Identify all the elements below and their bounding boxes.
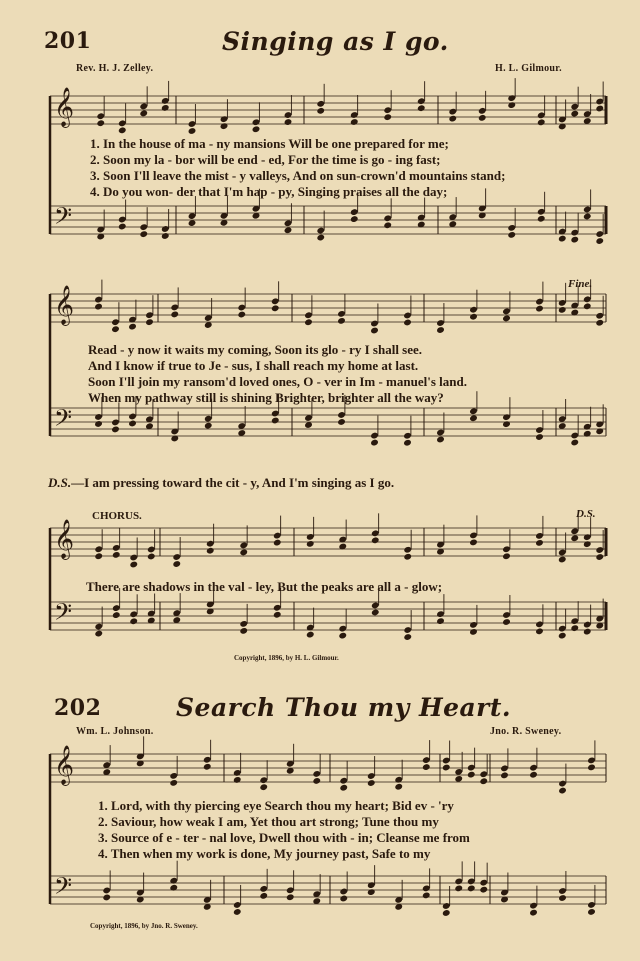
note-head (403, 319, 412, 327)
note-head (233, 776, 242, 784)
note-head (479, 886, 488, 894)
note-head (558, 556, 567, 564)
note-head (583, 430, 592, 438)
verse-line: Read - y now it waits my coming, Soon its glo - ry I shall see. (88, 342, 423, 357)
ds-label: D.S. (48, 475, 72, 490)
composer-credit: H. L. Gilmour. (495, 63, 562, 74)
note-head (112, 551, 121, 559)
note-head (338, 632, 347, 640)
note-head (139, 230, 148, 238)
note-head (233, 908, 242, 916)
note-head (469, 414, 478, 422)
note-head (129, 617, 138, 625)
note-head (417, 104, 426, 112)
note-head (500, 771, 509, 779)
note-head (286, 893, 295, 901)
verse-line: 3. Source of e - ter - nal love, Dwell thou with - in; Cleanse me from (98, 830, 470, 845)
note-head (94, 552, 103, 560)
note-head (570, 534, 579, 542)
verse-line: 1. In the house of ma - ny mansions Will be one prepared for me; (90, 136, 449, 151)
verse-block-2 (88, 342, 467, 406)
note-head (502, 552, 511, 560)
note-head (454, 885, 463, 893)
chorus-lyric-block (86, 579, 442, 595)
note-head (436, 326, 445, 334)
note-head (203, 763, 212, 771)
note-head (284, 226, 293, 234)
note-head (583, 540, 592, 548)
note-head (118, 223, 127, 231)
note-head (570, 624, 579, 632)
note-head (535, 433, 544, 441)
note-head (570, 110, 579, 118)
treble-clef-icon: 𝄞 (54, 519, 75, 559)
hymn-number: 201 (44, 28, 92, 54)
note-head (558, 306, 567, 314)
note-head (370, 439, 379, 447)
note-head (112, 611, 121, 619)
note-head (337, 418, 346, 426)
note-head (403, 553, 412, 561)
note-head (172, 560, 181, 568)
note-head (371, 536, 380, 544)
note-head (339, 784, 348, 792)
note-head (170, 311, 179, 319)
note-head (259, 892, 268, 900)
note-head (337, 317, 346, 325)
note-head (239, 627, 248, 635)
note-head (595, 105, 604, 113)
note-head (558, 632, 567, 640)
note-head (370, 327, 379, 335)
note-head (454, 775, 463, 783)
hymn-number: 202 (54, 695, 102, 721)
note-head (271, 417, 280, 425)
note-head (502, 420, 511, 428)
verse-block-1 (90, 136, 505, 200)
note-head (537, 118, 546, 126)
note-head (316, 234, 325, 242)
note-head (587, 764, 596, 772)
note-head (304, 318, 313, 326)
note-head (188, 127, 197, 135)
note-head (161, 104, 170, 112)
note-head (448, 115, 457, 123)
note-head (403, 633, 412, 641)
verse-block-3 (98, 798, 470, 862)
note-head (558, 787, 567, 795)
verse-line: When my pathway still is shining Brighter, brighter all the way? (88, 390, 444, 405)
note-head (259, 783, 268, 791)
note-head (306, 540, 315, 548)
note-head (169, 779, 178, 787)
copyright-notice: Copyright, 1896, by Jno. R. Sweney. (90, 922, 198, 930)
note-head (502, 618, 511, 626)
note-head (111, 325, 120, 333)
note-head (220, 122, 229, 130)
hymn-title: Search Thou my Heart. (176, 693, 512, 722)
note-head (94, 630, 103, 638)
note-head (367, 779, 376, 787)
note-head (570, 236, 579, 244)
note-head (145, 318, 154, 326)
note-head (442, 909, 451, 917)
note-head (507, 101, 516, 109)
note-head (339, 895, 348, 903)
note-head (273, 611, 282, 619)
composer-credit: Jno. R. Sweney. (490, 726, 562, 737)
note-head (595, 553, 604, 561)
note-head (129, 561, 138, 569)
note-head (558, 894, 567, 902)
note-head (169, 884, 178, 892)
note-head (383, 113, 392, 121)
note-head (583, 628, 592, 636)
verse-line: 3. Soon I'll leave the mist - y valleys, And on sun-crown'd mountains stand; (90, 168, 506, 183)
note-head (467, 771, 476, 779)
note-head (273, 539, 282, 547)
ds-line (48, 472, 394, 491)
note-head (128, 323, 137, 331)
note-head (436, 617, 445, 625)
note-head (442, 764, 451, 772)
bass-clef-icon: 𝄢 (54, 202, 73, 235)
treble-clef-icon: 𝄞 (54, 87, 75, 127)
verse-line: And I know if true to Je - sus, I shall reach my home at last. (88, 358, 419, 373)
note-head (94, 420, 103, 428)
note-head (403, 439, 412, 447)
note-head (502, 315, 511, 323)
note-head (367, 888, 376, 896)
verse-line: 2. Soon my la - bor will be end - ed, For the time is go - ing fast; (90, 152, 441, 167)
note-head (252, 125, 261, 133)
note-head (306, 631, 315, 639)
note-head (111, 426, 120, 434)
ds-text: —I am pressing toward the cit - y, And I'm singing as I go. (71, 475, 395, 490)
verse-line: 1. Lord, with thy piercing eye Search thou my heart; Bid ev - 'ry (98, 798, 454, 813)
note-head (436, 436, 445, 444)
note-head (570, 439, 579, 447)
bass-clef-icon: 𝄢 (54, 872, 73, 905)
verse-line: 4. Then when my work is done, My journey past, Safe to my (98, 846, 431, 861)
note-head (147, 553, 156, 561)
note-head (394, 783, 403, 791)
note-head (161, 232, 170, 240)
note-head (595, 427, 604, 435)
note-head (422, 892, 431, 900)
author-credit: Wm. L. Johnson. (76, 726, 154, 737)
note-head (316, 107, 325, 115)
note-head (595, 319, 604, 327)
note-head (271, 304, 280, 312)
note-head (469, 313, 478, 321)
bass-clef-icon: 𝄢 (54, 598, 73, 631)
chorus-line: There are shadows in the val - ley, But the peaks are all a - glow; (86, 579, 443, 594)
note-head (206, 547, 215, 555)
note-head (535, 627, 544, 635)
verse-line: 2. Saviour, how weak I am, Yet thou art strong; Tune thou my (98, 814, 439, 829)
chorus-label: CHORUS. (92, 510, 142, 522)
note-head (469, 628, 478, 636)
treble-clef-icon: 𝄞 (54, 285, 75, 325)
author-credit: Rev. H. J. Zelley. (76, 63, 154, 74)
note-head (371, 609, 380, 617)
note-head (383, 221, 392, 229)
note-head (467, 885, 476, 893)
note-head (204, 422, 213, 430)
chorus-ds-marking: D.S. (576, 508, 596, 520)
note-head (422, 763, 431, 771)
note-head (583, 302, 592, 310)
note-head (537, 215, 546, 223)
note-head (558, 235, 567, 243)
note-head (587, 908, 596, 916)
note-head (350, 215, 359, 223)
fine-marking: Fine. (568, 278, 593, 290)
note-head (595, 237, 604, 245)
copyright-notice: Copyright, 1896, by H. L. Gilmour. (234, 654, 339, 662)
verse-line: 4. Do you won- der that I'm hap - py, Singing praises all the day; (90, 184, 448, 199)
note-head (478, 114, 487, 122)
note-head (529, 771, 538, 779)
note-head (535, 539, 544, 547)
bass-clef-icon: 𝄢 (54, 404, 73, 437)
note-head (583, 213, 592, 221)
note-head (128, 420, 137, 428)
note-head (139, 109, 148, 117)
verse-line: Soon I'll join my ransom'd loved ones, O - ver in Im - manuel's land. (88, 374, 467, 389)
note-head (94, 303, 103, 311)
note-head (96, 119, 105, 127)
treble-clef-icon: 𝄞 (54, 745, 75, 785)
note-head (507, 231, 516, 239)
note-head (237, 311, 246, 319)
note-head (118, 126, 127, 134)
note-head (479, 777, 488, 785)
note-head (239, 549, 248, 557)
hymn-title: Singing as I go. (222, 27, 449, 56)
note-head (469, 539, 478, 547)
note-head (102, 894, 111, 902)
note-head (350, 118, 359, 126)
note-head (529, 909, 538, 917)
note-head (535, 305, 544, 313)
note-head (312, 777, 321, 785)
note-head (284, 118, 293, 126)
